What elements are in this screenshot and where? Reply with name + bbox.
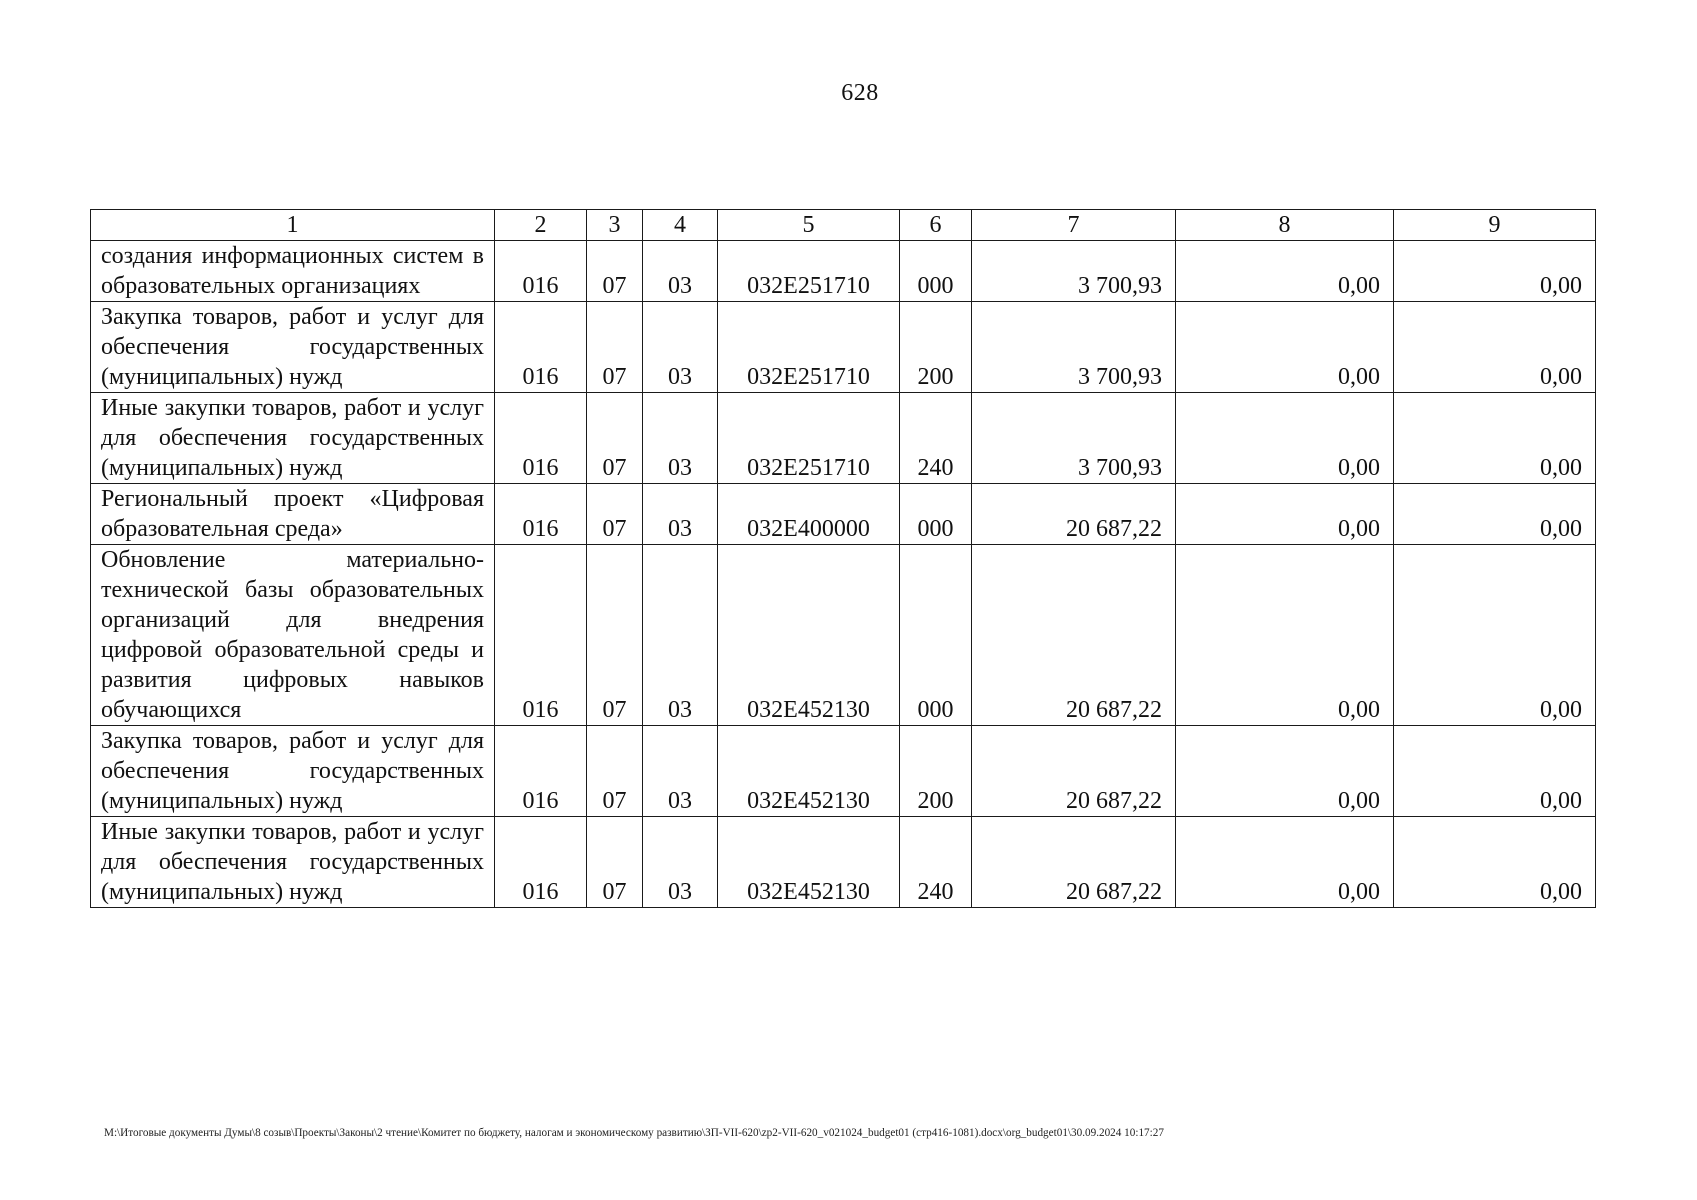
target-article-cell: 032Е251710 xyxy=(718,393,900,484)
subsection-cell: 03 xyxy=(643,726,718,817)
column-header: 4 xyxy=(643,210,718,241)
subsection-cell: 03 xyxy=(643,545,718,726)
amount-cell: 0,00 xyxy=(1176,726,1394,817)
table-row xyxy=(91,726,1596,817)
table-row xyxy=(91,817,1596,908)
row-description: Региональный проект «Цифровая образовательная среда» xyxy=(91,484,495,545)
column-header: 1 xyxy=(91,210,495,241)
page-number: 628 xyxy=(841,80,879,106)
amount-cell: 0,00 xyxy=(1176,302,1394,393)
row-description: Обновление материально-технической базы образовательных организаций для внедрения цифровой образовательной среды и развития цифровых навыков обучающихся xyxy=(91,545,495,726)
document-file-path: M:\Итоговые документы Думы\8 созыв\Проекты\Законы\2 чтение\Комитет по бюджету, налогам и экономическому развитию\ЗП-VII-620\zp2-VII-620_v021024_budget01 (стр416-1081).docx\org_budget01\30.09.2024 10:17:27 xyxy=(104,1127,1164,1139)
budget-table xyxy=(90,209,1596,908)
amount-cell: 0,00 xyxy=(1394,484,1596,545)
row-description: Иные закупки товаров, работ и услуг для обеспечения государственных (муниципальных) нужд xyxy=(91,393,495,484)
table-row xyxy=(91,241,1596,302)
amount-cell: 0,00 xyxy=(1176,817,1394,908)
amount-cell: 3 700,93 xyxy=(972,302,1176,393)
budget-code-cell: 016 xyxy=(495,241,587,302)
column-header: 9 xyxy=(1394,210,1596,241)
amount-cell: 20 687,22 xyxy=(972,726,1176,817)
section-cell: 07 xyxy=(587,241,643,302)
column-header: 6 xyxy=(900,210,972,241)
section-cell: 07 xyxy=(587,484,643,545)
expense-type-cell: 000 xyxy=(900,241,972,302)
row-description: Закупка товаров, работ и услуг для обеспечения государственных (муниципальных) нужд xyxy=(91,302,495,393)
expense-type-cell: 240 xyxy=(900,817,972,908)
target-article-cell: 032Е251710 xyxy=(718,241,900,302)
section-cell: 07 xyxy=(587,545,643,726)
column-header: 5 xyxy=(718,210,900,241)
column-header: 8 xyxy=(1176,210,1394,241)
amount-cell: 3 700,93 xyxy=(972,241,1176,302)
row-description: Иные закупки товаров, работ и услуг для обеспечения государственных (муниципальных) нужд xyxy=(91,817,495,908)
section-cell: 07 xyxy=(587,393,643,484)
section-cell: 07 xyxy=(587,726,643,817)
amount-cell: 20 687,22 xyxy=(972,817,1176,908)
target-article-cell: 032Е452130 xyxy=(718,545,900,726)
section-cell: 07 xyxy=(587,817,643,908)
table-row xyxy=(91,302,1596,393)
amount-cell: 3 700,93 xyxy=(972,393,1176,484)
column-header: 7 xyxy=(972,210,1176,241)
expense-type-cell: 000 xyxy=(900,484,972,545)
amount-cell: 0,00 xyxy=(1394,817,1596,908)
expense-type-cell: 240 xyxy=(900,393,972,484)
column-number-row xyxy=(91,210,1596,241)
budget-code-cell: 016 xyxy=(495,302,587,393)
budget-code-cell: 016 xyxy=(495,545,587,726)
row-description: Закупка товаров, работ и услуг для обеспечения государственных (муниципальных) нужд xyxy=(91,726,495,817)
table-row xyxy=(91,393,1596,484)
amount-cell: 0,00 xyxy=(1176,545,1394,726)
target-article-cell: 032Е251710 xyxy=(718,302,900,393)
subsection-cell: 03 xyxy=(643,241,718,302)
subsection-cell: 03 xyxy=(643,817,718,908)
expense-type-cell: 200 xyxy=(900,302,972,393)
amount-cell: 0,00 xyxy=(1394,241,1596,302)
subsection-cell: 03 xyxy=(643,302,718,393)
amount-cell: 0,00 xyxy=(1394,393,1596,484)
column-header: 3 xyxy=(587,210,643,241)
table-row xyxy=(91,545,1596,726)
amount-cell: 0,00 xyxy=(1176,393,1394,484)
amount-cell: 0,00 xyxy=(1394,726,1596,817)
row-description: создания информационных систем в образовательных организациях xyxy=(91,241,495,302)
target-article-cell: 032Е400000 xyxy=(718,484,900,545)
budget-code-cell: 016 xyxy=(495,484,587,545)
expense-type-cell: 000 xyxy=(900,545,972,726)
budget-code-cell: 016 xyxy=(495,726,587,817)
amount-cell: 0,00 xyxy=(1394,545,1596,726)
expense-type-cell: 200 xyxy=(900,726,972,817)
subsection-cell: 03 xyxy=(643,484,718,545)
amount-cell: 0,00 xyxy=(1394,302,1596,393)
table-row xyxy=(91,484,1596,545)
target-article-cell: 032Е452130 xyxy=(718,817,900,908)
column-header: 2 xyxy=(495,210,587,241)
subsection-cell: 03 xyxy=(643,393,718,484)
amount-cell: 20 687,22 xyxy=(972,545,1176,726)
amount-cell: 20 687,22 xyxy=(972,484,1176,545)
section-cell: 07 xyxy=(587,302,643,393)
budget-code-cell: 016 xyxy=(495,393,587,484)
table-body xyxy=(91,210,1596,908)
target-article-cell: 032Е452130 xyxy=(718,726,900,817)
amount-cell: 0,00 xyxy=(1176,241,1394,302)
budget-code-cell: 016 xyxy=(495,817,587,908)
amount-cell: 0,00 xyxy=(1176,484,1394,545)
